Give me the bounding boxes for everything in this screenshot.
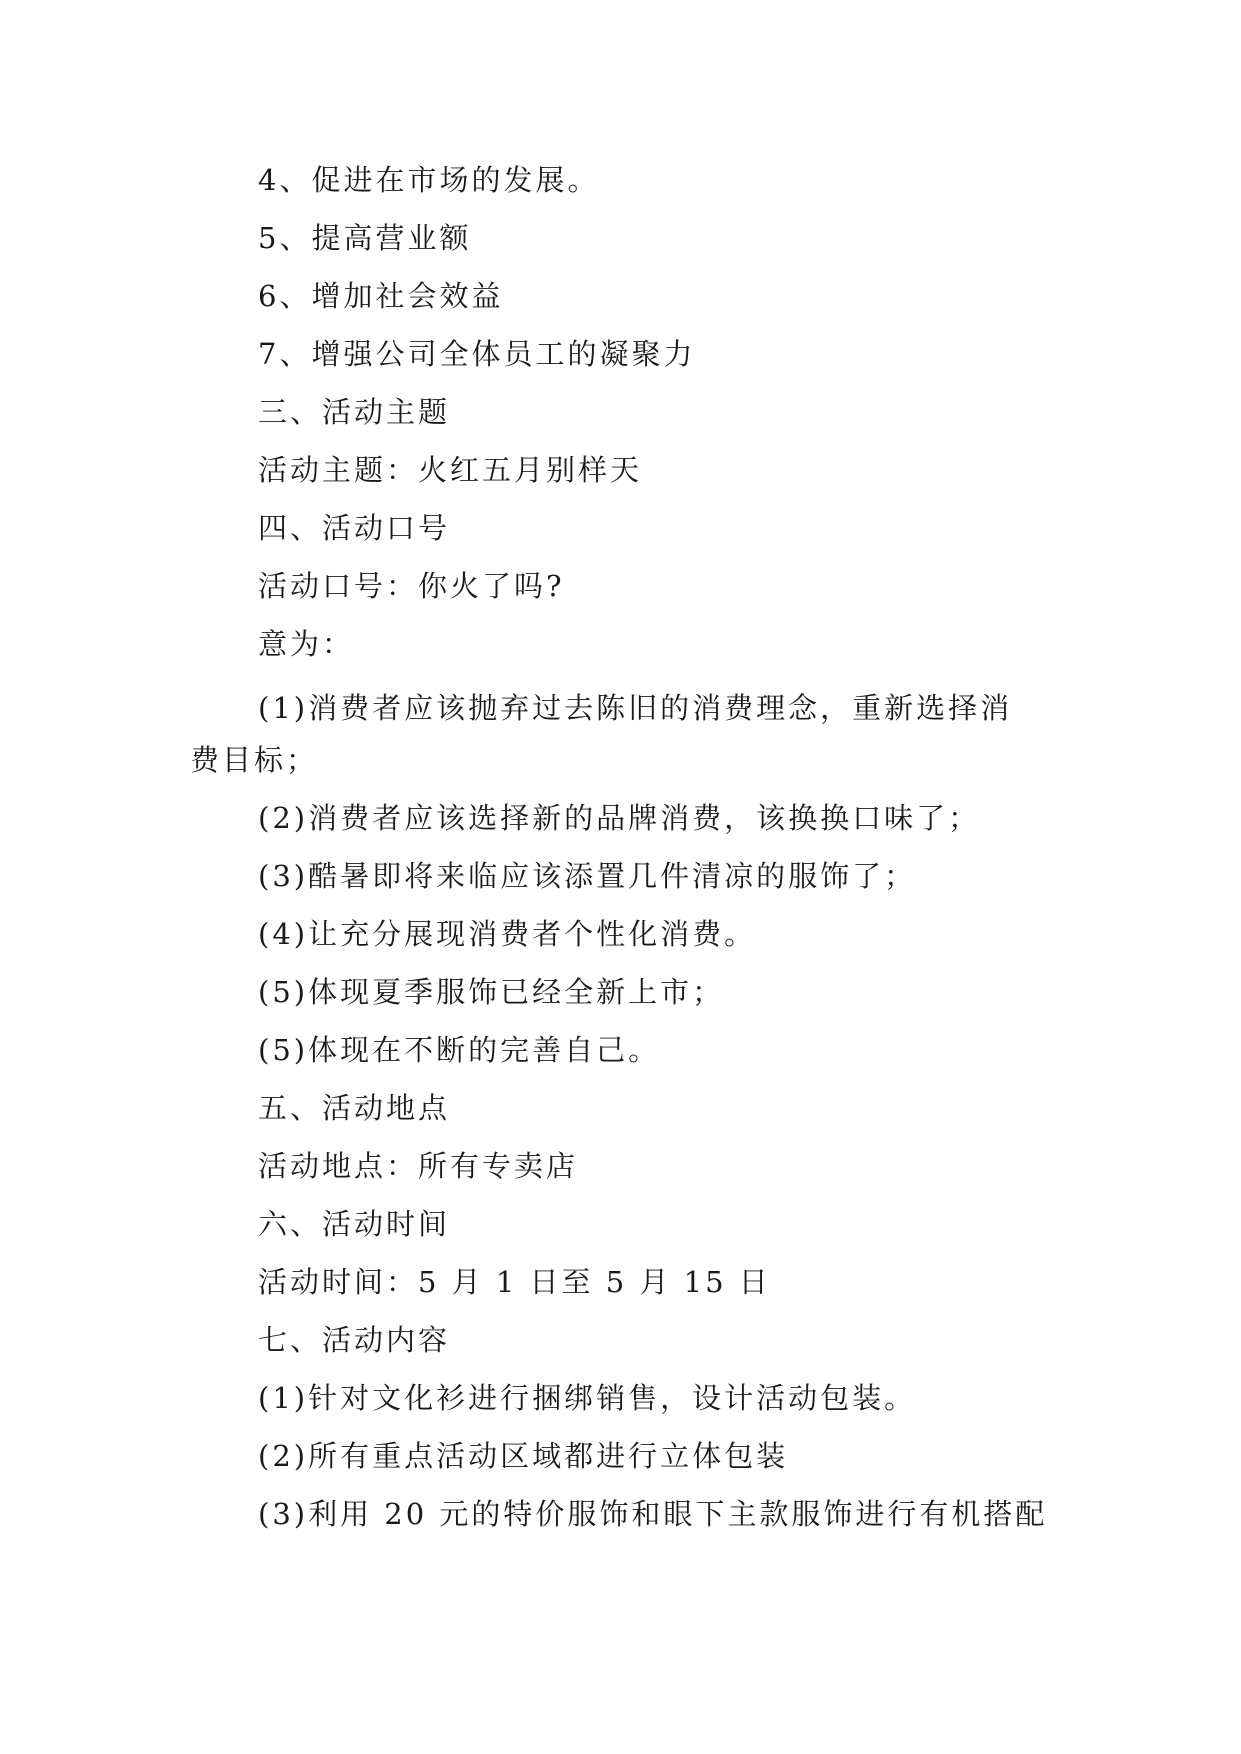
section-heading-time: 六、活动时间 (258, 1207, 451, 1241)
location-text: 活动地点：所有专卖店 (258, 1149, 579, 1183)
list-item-5: 5、提高营业额 (258, 221, 472, 255)
meaning-item-6: (5)体现在不断的完善自己。 (258, 1033, 661, 1067)
list-item-7: 7、增强公司全体员工的凝聚力 (258, 337, 696, 371)
section-heading-location: 五、活动地点 (258, 1091, 451, 1125)
content-item-3: (3)利用 20 元的特价服饰和眼下主款服饰进行有机搭配 (258, 1497, 1048, 1531)
meaning-item-3: (3)酷暑即将来临应该添置几件清凉的服饰了； (258, 859, 917, 893)
meaning-item-5: (5)体现夏季服饰已经全新上市； (258, 975, 725, 1009)
section-heading-content: 七、活动内容 (258, 1323, 451, 1357)
section-heading-theme: 三、活动主题 (258, 395, 451, 429)
meaning-item-4: (4)让充分展现消费者个性化消费。 (258, 917, 757, 951)
meaning-item-2: (2)消费者应该选择新的品牌消费，该换换口味了； (258, 801, 981, 835)
content-item-2: (2)所有重点活动区域都进行立体包装 (258, 1439, 789, 1473)
section-heading-slogan: 四、活动口号 (258, 511, 451, 545)
meaning-item-1: (1)消费者应该抛弃过去陈旧的消费理念，重新选择消 (258, 691, 1013, 725)
list-item-6: 6、增加社会效益 (258, 279, 504, 313)
theme-text: 活动主题：火红五月别样天 (258, 453, 643, 487)
slogan-text: 活动口号：你火了吗? (258, 569, 565, 603)
meaning-item-1-continued: 费目标； (190, 743, 319, 777)
list-item-4: 4、促进在市场的发展。 (258, 163, 600, 197)
meaning-label: 意为： (258, 627, 355, 661)
content-item-1: (1)针对文化衫进行捆绑销售，设计活动包装。 (258, 1381, 917, 1415)
time-text: 活动时间：5 月 1 日至 5 月 15 日 (258, 1265, 771, 1299)
